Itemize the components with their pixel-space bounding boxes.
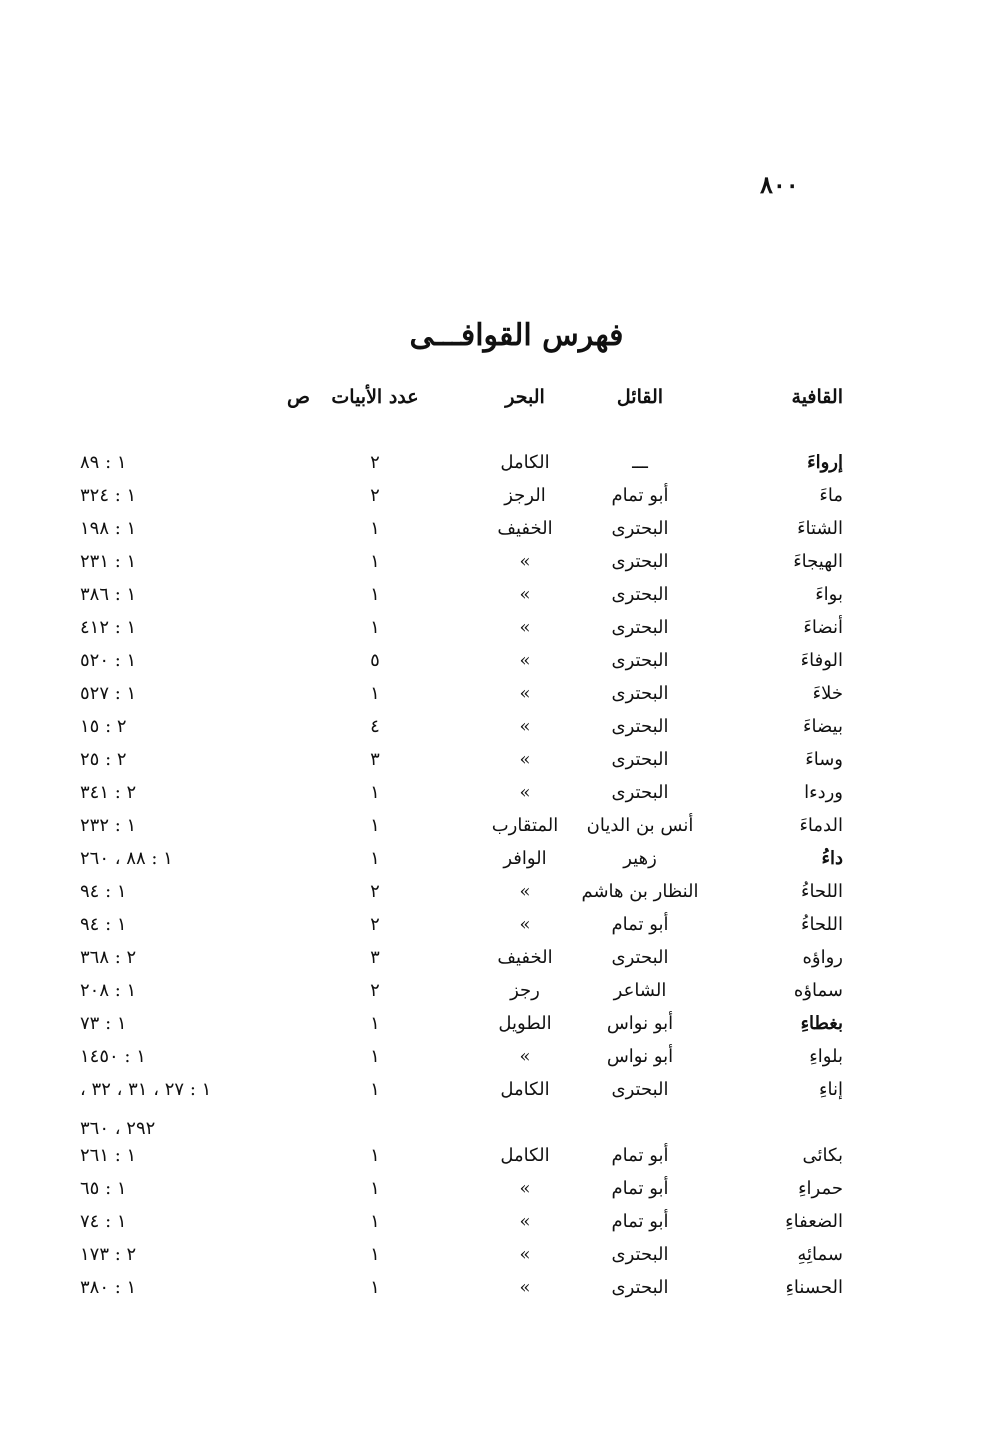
poet-cell: البحترى [611, 518, 669, 539]
meter-cell: رجز [510, 980, 540, 1001]
rhyme-cell: ماءَ [819, 485, 843, 506]
poet-cell: أبو تمام [611, 1178, 669, 1199]
page-ref-cell: ١ : ٩٤ [80, 914, 127, 935]
page-ref-cell: ١ : ٥٢٠ [80, 650, 137, 671]
count-cell: ١ [370, 1277, 380, 1298]
meter-cell: الخفيف [497, 518, 553, 539]
count-cell: ١ [370, 1178, 380, 1199]
meter-cell: » [519, 683, 531, 704]
rhyme-cell: بغطاءِ [800, 1013, 843, 1034]
rhyme-cell: وردءا [804, 782, 843, 803]
table-row [0, 452, 1005, 484]
poet-cell: أبو نواس [606, 1013, 674, 1034]
poet-cell: البحترى [611, 782, 669, 803]
meter-cell: » [519, 551, 531, 572]
count-cell: ٢ [370, 980, 380, 1001]
count-cell: ٥ [370, 650, 380, 671]
meter-cell: المتقارب [491, 815, 559, 836]
meter-cell: » [519, 617, 531, 638]
page-ref-cell: ٢ : ٣٦٨ [80, 947, 137, 968]
page-ref-cell: ١ : ٢٣١ [80, 551, 137, 572]
rhyme-cell: رواؤه [802, 947, 843, 968]
rhyme-cell: اللحاءُ [800, 914, 843, 935]
meter-cell: الطويل [498, 1013, 552, 1034]
page-ref-continuation: ٢٩٢ ، ٣٦٠ [80, 1118, 156, 1139]
table-row [0, 485, 1005, 517]
rhyme-cell: بلواءِ [809, 1046, 843, 1067]
page-ref-cell: ١ : ٢٠٨ [80, 980, 137, 1001]
page-ref-cell: ١ : ٩٤ [80, 881, 127, 902]
rhyme-cell: بكائى [802, 1145, 843, 1166]
page-ref-cell: ١ : ٦٥ [80, 1178, 127, 1199]
rhyme-cell: سمائِهِ [797, 1244, 843, 1265]
meter-cell: » [519, 749, 531, 770]
page-ref-cell: ٢ : ١٧٣ [80, 1244, 137, 1265]
count-cell: ١ [370, 1244, 380, 1265]
count-cell: ١ [370, 683, 380, 704]
page-ref-cell: ٢ : ٢٥ [80, 749, 127, 770]
count-cell: ١ [370, 815, 380, 836]
count-cell: ١ [370, 1046, 380, 1067]
count-cell: ١ [370, 518, 380, 539]
count-cell: ١ [370, 1079, 380, 1100]
rhyme-cell: إناءِ [819, 1079, 843, 1100]
meter-cell: » [519, 584, 531, 605]
header-count: عدد الأبيات [331, 386, 419, 408]
rhyme-cell: اللحاءُ [800, 881, 843, 902]
page-number: ٨٠٠ [760, 170, 799, 199]
rhyme-cell: الهيجاءَ [793, 551, 843, 572]
page-ref-cell: ١ : ٧٣ [80, 1013, 127, 1034]
meter-cell: الخفيف [497, 947, 553, 968]
table-row [0, 683, 1005, 715]
meter-cell: » [519, 881, 531, 902]
rhyme-cell: الضعفاءِ [785, 1211, 843, 1232]
header-page: ص [287, 386, 310, 408]
page-ref-cell: ١ : ١٤٥٠ [80, 1046, 146, 1067]
count-cell: ١ [370, 617, 380, 638]
count-cell: ٢ [370, 881, 380, 902]
poet-cell: أبو تمام [611, 485, 669, 506]
poet-cell: أنس بن الديان [586, 815, 694, 836]
meter-cell: » [519, 1046, 531, 1067]
table-row [0, 1211, 1005, 1243]
table-row [0, 749, 1005, 781]
header-poet: القائل [616, 386, 664, 408]
page-ref-cell: ١ : ٣٨٠ [80, 1277, 137, 1298]
poet-cell: زهير [623, 848, 657, 869]
rhyme-cell: الدماءَ [799, 815, 843, 836]
table-row [0, 1046, 1005, 1078]
table-row [0, 1079, 1005, 1111]
poet-cell: البحترى [611, 1244, 669, 1265]
rhyme-cell: خلاءَ [812, 683, 843, 704]
count-cell: ١ [370, 584, 380, 605]
rhyme-cell: بيضاءَ [803, 716, 843, 737]
page-ref-cell: ١ : ٢٦١ [80, 1145, 137, 1166]
page-title [0, 318, 1005, 353]
page-ref-cell: ٢ : ١٥ [80, 716, 127, 737]
poet-cell: الشاعر [613, 980, 667, 1001]
count-cell: ٢ [370, 452, 380, 473]
meter-cell: » [519, 782, 531, 803]
table-row [0, 1145, 1005, 1177]
table-row [0, 1178, 1005, 1210]
table-row [0, 848, 1005, 880]
page-ref-cell: ١ : ٢٣٢ [80, 815, 137, 836]
rhyme-cell: داءُ [821, 848, 843, 869]
poet-cell: النظار بن هاشم [581, 881, 699, 902]
poet-cell: البحترى [611, 650, 669, 671]
table-row [0, 881, 1005, 913]
header-meter: البحر [505, 386, 545, 408]
count-cell: ١ [370, 1145, 380, 1166]
meter-cell: » [519, 1211, 531, 1232]
table-row [0, 1244, 1005, 1276]
table-row [0, 1013, 1005, 1045]
poet-cell: البحترى [611, 584, 669, 605]
poet-cell: البحترى [611, 1277, 669, 1298]
table-row [0, 1277, 1005, 1309]
meter-cell: » [519, 914, 531, 935]
count-cell: ٤ [370, 716, 380, 737]
header-rhyme: القافية [791, 386, 843, 408]
poet-cell: ـــ [632, 452, 648, 473]
rhyme-cell: حمراءِ [798, 1178, 843, 1199]
meter-cell: » [519, 650, 531, 671]
count-cell: ١ [370, 848, 380, 869]
rhyme-cell: الحسناءِ [785, 1277, 843, 1298]
rhyme-cell: إرواءَ [807, 452, 843, 473]
poet-cell: البحترى [611, 683, 669, 704]
meter-cell: الكامل [500, 1145, 550, 1166]
count-cell: ١ [370, 1013, 380, 1034]
count-cell: ٣ [370, 947, 380, 968]
page-ref-cell: ٢ : ٣٤١ [80, 782, 137, 803]
page-ref-cell: ١ : ٤١٢ [80, 617, 137, 638]
table-row [0, 617, 1005, 649]
page-ref-cell: ١ : ١٩٨ [80, 518, 137, 539]
page-ref-cell: ١ : ٧٤ [80, 1211, 127, 1232]
meter-cell: » [519, 1244, 531, 1265]
page-ref-cell: ١ : ٣٢٤ [80, 485, 137, 506]
page-ref-cell: ١ : ٨٩ [80, 452, 127, 473]
poet-cell: البحترى [611, 716, 669, 737]
table-row [0, 518, 1005, 550]
poet-cell: البحترى [611, 617, 669, 638]
page-title-text: فهرس القوافـــى [409, 318, 624, 353]
table-row [0, 947, 1005, 979]
poet-cell: البحترى [611, 551, 669, 572]
table-row [0, 584, 1005, 616]
meter-cell: » [519, 1178, 531, 1199]
count-cell: ١ [370, 551, 380, 572]
count-cell: ٢ [370, 914, 380, 935]
poet-cell: أبو تمام [611, 1211, 669, 1232]
poet-cell: البحترى [611, 1079, 669, 1100]
table-row [0, 650, 1005, 682]
rhyme-cell: أنضاءَ [803, 617, 843, 638]
rhyme-cell: بواءَ [815, 584, 843, 605]
meter-cell: الرجز [504, 485, 546, 506]
page-ref-cell: ١ : ٨٨ ، ٢٦٠ [80, 848, 173, 869]
table-row [0, 815, 1005, 847]
poet-cell: أبو تمام [611, 914, 669, 935]
count-cell: ١ [370, 782, 380, 803]
meter-cell: الوافر [503, 848, 547, 869]
table-row [0, 716, 1005, 748]
page-ref-cell: ١ : ٢٧ ، ٣١ ، ٣٢ ، [80, 1079, 212, 1100]
table-row [0, 980, 1005, 1012]
table-row [0, 914, 1005, 946]
table-row [0, 551, 1005, 583]
meter-cell: الكامل [500, 1079, 550, 1100]
poet-cell: البحترى [611, 749, 669, 770]
rhyme-cell: الوفاءَ [800, 650, 843, 671]
page-ref-cell: ١ : ٥٢٧ [80, 683, 137, 704]
page-ref-cell: ١ : ٣٨٦ [80, 584, 137, 605]
rhyme-cell: سماؤه [793, 980, 843, 1001]
rhyme-cell: الشتاءَ [797, 518, 843, 539]
table-row [0, 782, 1005, 814]
count-cell: ٢ [370, 485, 380, 506]
table-header [0, 386, 1005, 418]
poet-cell: البحترى [611, 947, 669, 968]
rhyme-cell: وساءَ [805, 749, 843, 770]
poet-cell: أبو نواس [606, 1046, 674, 1067]
count-cell: ٣ [370, 749, 380, 770]
meter-cell: الكامل [500, 452, 550, 473]
meter-cell: » [519, 716, 531, 737]
count-cell: ١ [370, 1211, 380, 1232]
meter-cell: » [519, 1277, 531, 1298]
poet-cell: أبو تمام [611, 1145, 669, 1166]
